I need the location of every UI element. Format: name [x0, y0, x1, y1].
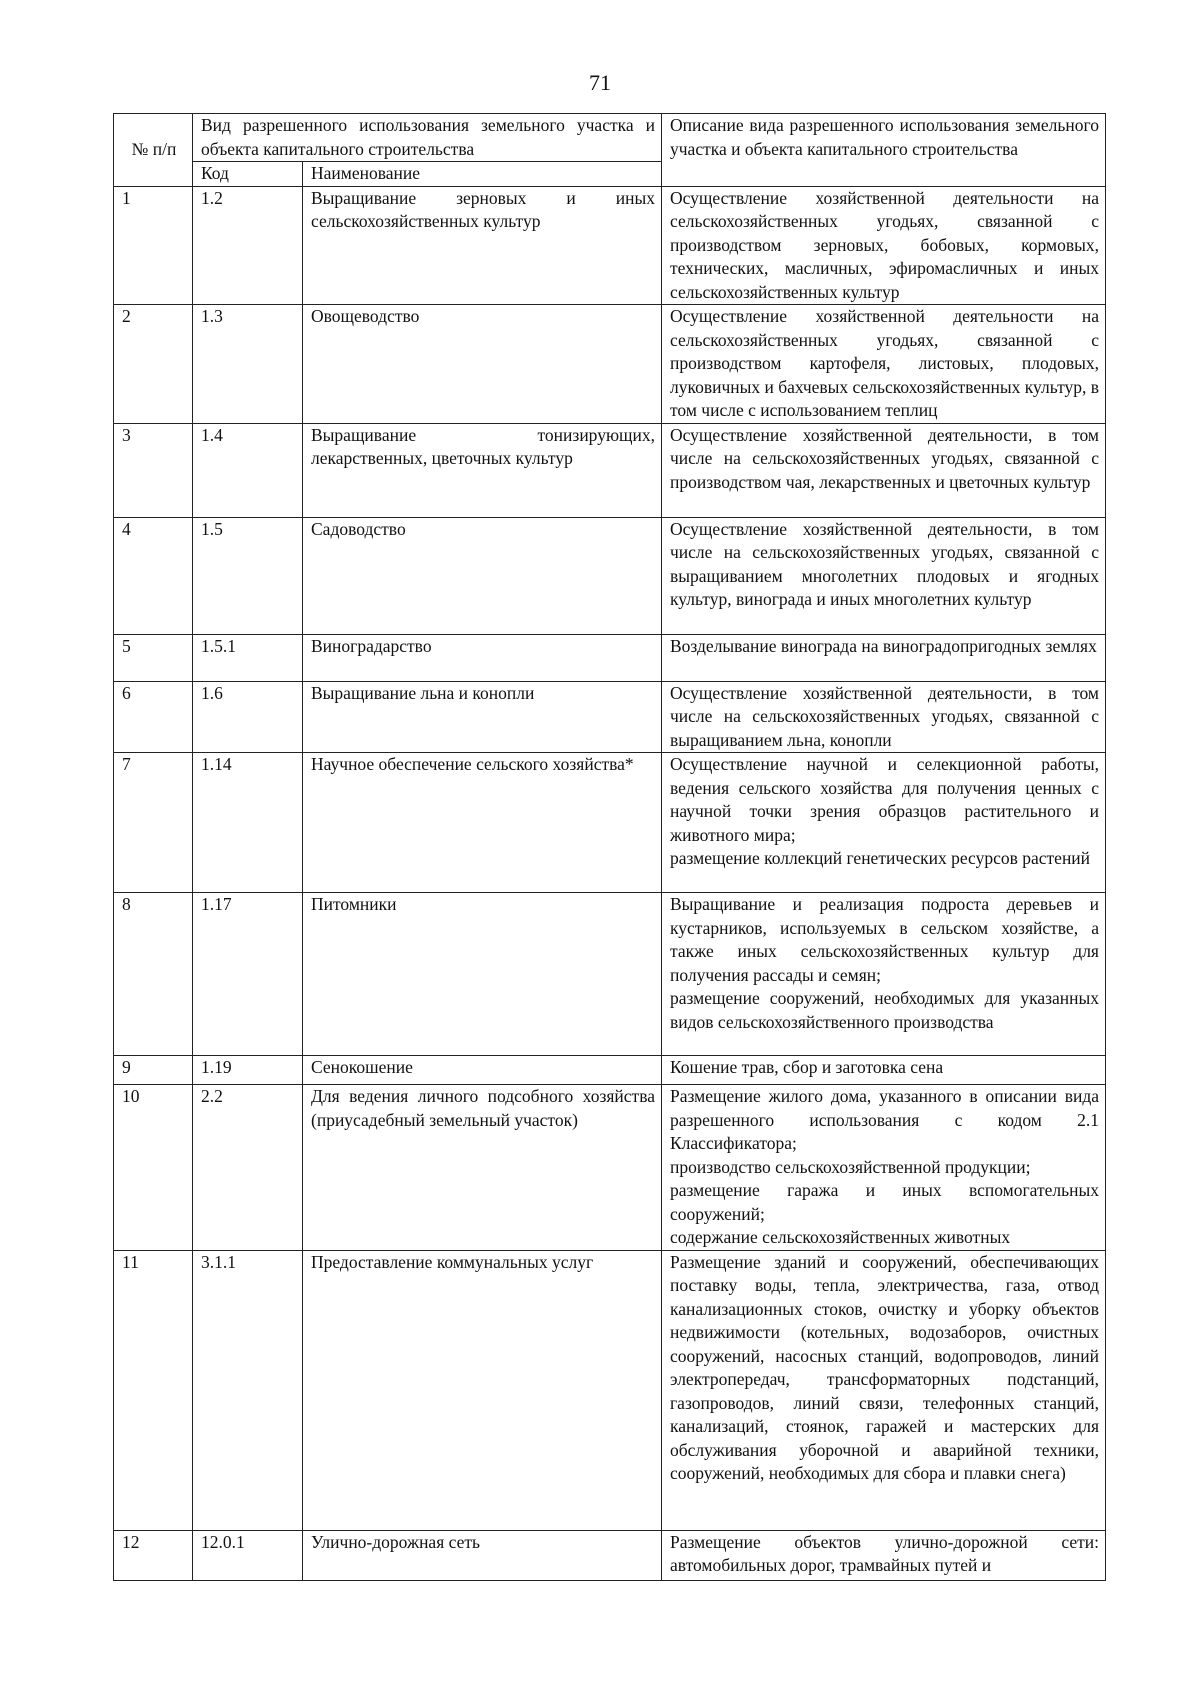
- row-code: 12.0.1: [193, 1530, 303, 1580]
- row-desc-line: Размещение жилого дома, указанного в описании вида разрешенного использования с кодом 2.1 Классификатора;: [670, 1086, 1099, 1153]
- page-number: 71: [589, 70, 611, 95]
- table-row: [114, 753, 1106, 893]
- row-desc-line: размещение коллекций генетических ресурсов растений: [670, 848, 1091, 868]
- row-name: Выращивание льна и конопли: [303, 681, 662, 753]
- row-desc-line: размещение сооружений, необходимых для указанных видов сельскохозяйственного производства: [670, 988, 1099, 1032]
- row-name: Научное обеспечение сельского хозяйства*: [303, 753, 662, 893]
- row-code: 1.6: [193, 681, 303, 753]
- row-desc: Размещение зданий и сооружений, обеспечивающих поставку воды, тепла, электричества, газа, отвод канализационных стоков, очистку и уборку объектов недвижимости (котельных, водозаборов, очистных сооружений, насосных станций, водопроводов, линий электропередач, трансформаторных подстанций, газопроводов, линий связи, телефонных станций, канализаций, стоянок, гаражей и мастерских для обслуживания уборочной и аварийной техники, сооружений, необходимых для сбора и плавки снега): [662, 1250, 1106, 1530]
- row-desc: Осуществление хозяйственной деятельности, в том числе на сельскохозяйственных угодьях, связанной с выращиванием многолетних плодовых и ягодных культур, винограда и иных многолетних культур: [662, 517, 1106, 634]
- row-code: 1.5.1: [193, 634, 303, 681]
- row-num: 2: [114, 305, 193, 424]
- row-name: Улично-дорожная сеть: [303, 1530, 662, 1580]
- row-num: 12: [114, 1530, 193, 1580]
- row-desc: [662, 753, 1106, 893]
- table-row: [114, 1056, 1106, 1085]
- row-code: 1.2: [193, 186, 303, 305]
- row-name: Садоводство: [303, 517, 662, 634]
- row-desc: Кошение трав, сбор и заготовка сена: [662, 1056, 1106, 1085]
- row-desc: Осуществление хозяйственной деятельности на сельскохозяйственных угодьях, связанной с производством зерновых, бобовых, кормовых, технических, масличных, эфиромасличных и иных сельскохозяйственных культур: [662, 186, 1106, 305]
- row-desc: [662, 893, 1106, 1056]
- table-body: [114, 186, 1106, 1580]
- table-row: [114, 1250, 1106, 1530]
- row-desc-line: Осуществление научной и селекционной работы, ведения сельского хозяйства для получения ценных с научной точки зрения образцов растительного и животного мира;: [670, 754, 1099, 845]
- row-num: 6: [114, 681, 193, 753]
- table-row: [114, 186, 1106, 305]
- header-code: Код: [193, 162, 303, 187]
- row-desc: Осуществление хозяйственной деятельности на сельскохозяйственных угодьях, связанной с производством картофеля, листовых, плодовых, луковичных и бахчевых сельскохозяйственных культур, в том числе с использованием теплиц: [662, 305, 1106, 424]
- row-name: Питомники: [303, 893, 662, 1056]
- row-code: 1.19: [193, 1056, 303, 1085]
- row-num: 9: [114, 1056, 193, 1085]
- header-row: [114, 114, 1106, 162]
- table-row: [114, 634, 1106, 681]
- row-code: 1.14: [193, 753, 303, 893]
- row-name: Для ведения личного подсобного хозяйства (приусадебный земельный участок): [303, 1085, 662, 1251]
- table-row: [114, 305, 1106, 424]
- row-num: 3: [114, 423, 193, 517]
- row-num: 1: [114, 186, 193, 305]
- row-name: Выращивание тонизирующих, лекарственных, цветочных культур: [303, 423, 662, 517]
- header-num: № п/п: [114, 114, 193, 187]
- header-description: Описание вида разрешенного использования земельного участка и объекта капитального строительства: [662, 114, 1106, 187]
- row-desc: Возделывание винограда на виноградопригодных землях: [662, 634, 1106, 681]
- table-row: [114, 423, 1106, 517]
- row-code: 1.5: [193, 517, 303, 634]
- table-row: [114, 1085, 1106, 1251]
- row-num: 10: [114, 1085, 193, 1251]
- row-desc: Осуществление хозяйственной деятельности, в том числе на сельскохозяйственных угодьях, связанной с выращиванием льна, конопли: [662, 681, 1106, 753]
- row-desc: Размещение объектов улично-дорожной сети: автомобильных дорог, трамвайных путей и: [662, 1530, 1106, 1580]
- row-code: 1.4: [193, 423, 303, 517]
- row-desc: [662, 1085, 1106, 1251]
- header-name: Наименование: [303, 162, 662, 187]
- row-desc-line: содержание сельскохозяйственных животных: [670, 1227, 1011, 1247]
- row-num: 7: [114, 753, 193, 893]
- row-desc: Осуществление хозяйственной деятельности, в том числе на сельскохозяйственных угодьях, связанной с производством чая, лекарственных и цветочных культур: [662, 423, 1106, 517]
- row-name: Сенокошение: [303, 1056, 662, 1085]
- table-row: [114, 1530, 1106, 1580]
- row-num: 4: [114, 517, 193, 634]
- row-num: 11: [114, 1250, 193, 1530]
- row-name: Предоставление коммунальных услуг: [303, 1250, 662, 1530]
- row-code: 2.2: [193, 1085, 303, 1251]
- header-group: Вид разрешенного использования земельного участка и объекта капитального строительства: [193, 114, 662, 162]
- row-desc-line: производство сельскохозяйственной продукции;: [670, 1156, 1031, 1177]
- table-row: [114, 893, 1106, 1056]
- table-row: [114, 681, 1106, 753]
- row-num: 5: [114, 634, 193, 681]
- row-desc-line: Выращивание и реализация подроста деревьев и кустарников, используемых в сельском хозяйстве, а также иных сельскохозяйственных культур для получения рассады и семян;: [670, 894, 1099, 985]
- row-name: Овощеводство: [303, 305, 662, 424]
- land-use-table: [113, 113, 1106, 1581]
- row-num: 8: [114, 893, 193, 1056]
- row-code: 3.1.1: [193, 1250, 303, 1530]
- row-name: Виноградарство: [303, 634, 662, 681]
- row-desc-line: размещение гаража и иных вспомогательных сооружений;: [670, 1180, 1099, 1224]
- row-code: 1.17: [193, 893, 303, 1056]
- table-row: [114, 517, 1106, 634]
- row-code: 1.3: [193, 305, 303, 424]
- row-name: Выращивание зерновых и иных сельскохозяйственных культур: [303, 186, 662, 305]
